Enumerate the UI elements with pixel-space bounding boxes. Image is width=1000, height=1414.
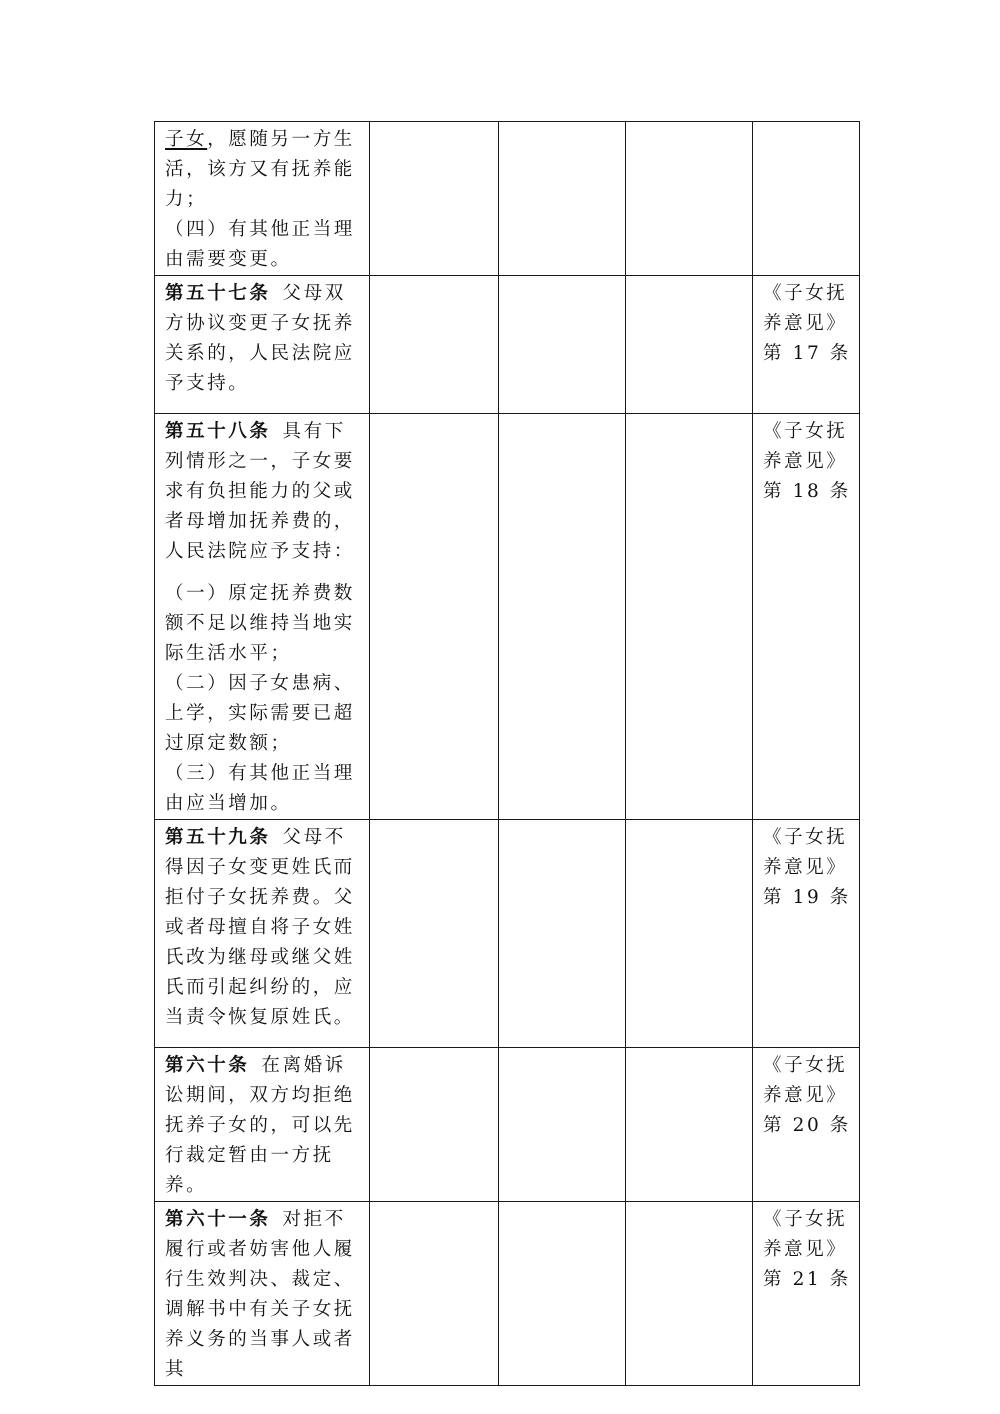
table-row [155, 1048, 860, 1202]
source-note-cell [753, 414, 860, 820]
empty-cell [370, 414, 499, 820]
empty-cell [499, 276, 626, 414]
empty-cell [626, 414, 753, 820]
empty-cell [626, 122, 753, 276]
provision-text [155, 414, 369, 819]
empty-cell [499, 1202, 626, 1386]
provision-text [155, 820, 369, 1033]
empty-cell [499, 820, 626, 1048]
source-note-cell [753, 276, 860, 414]
provision-text [155, 1202, 369, 1385]
comparison-table [154, 121, 860, 1386]
provision-body: 在离婚诉讼期间，双方均拒绝抚养子女的，可以先行裁定暂由一方抚养。 [165, 1055, 355, 1196]
provision-cell [155, 414, 370, 820]
provision-body: 父母双方协议变更子女抚养关系的，人民法院应予支持。 [165, 283, 355, 394]
provision-item: （四）有其他正当理由需要变更。 [165, 219, 355, 270]
article-number: 第五十八条 [165, 421, 271, 442]
provision-cell [155, 1048, 370, 1202]
provision-item: （一）原定抚养费数额不足以维持当地实际生活水平； [165, 583, 355, 664]
source-note-cell [753, 820, 860, 1048]
provision-body: 对拒不履行或者妨害他人履行生效判决、裁定、调解书中有关子女抚养义务的当事人或者其 [165, 1209, 355, 1380]
source-note-cell [753, 122, 860, 276]
empty-cell [499, 414, 626, 820]
empty-cell [370, 1202, 499, 1386]
provision-cell [155, 1202, 370, 1386]
article-number: 第五十九条 [165, 827, 271, 848]
source-note: 《子女抚养意见》第 18 条 [763, 421, 851, 502]
empty-cell [499, 1048, 626, 1202]
source-note: 《子女抚养意见》第 17 条 [763, 283, 851, 364]
provision-text [155, 276, 369, 399]
provision-body: 具有下列情形之一，子女要求有负担能力的父或者母增加抚养费的，人民法院应予支持： [165, 421, 355, 562]
source-note: 《子女抚养意见》第 21 条 [763, 1209, 851, 1290]
table-row [155, 1202, 860, 1386]
empty-cell [626, 276, 753, 414]
underlined-text: 子女 [165, 129, 208, 150]
table-row [155, 122, 860, 276]
table-row [155, 276, 860, 414]
provision-cell [155, 820, 370, 1048]
source-note: 《子女抚养意见》第 19 条 [763, 827, 851, 908]
provision-item: （三）有其他正当理由应当增加。 [165, 763, 355, 814]
provision-body: 父母不得因子女变更姓氏而拒付子女抚养费。父或者母擅自将子女姓氏改为继母或继父姓氏而引起纠纷的，应当责令恢复原姓氏。 [165, 827, 355, 1028]
provision-text [155, 122, 369, 275]
empty-cell [626, 820, 753, 1048]
empty-cell [370, 820, 499, 1048]
empty-cell [370, 1048, 499, 1202]
article-number: 第五十七条 [165, 283, 271, 304]
table-row [155, 414, 860, 820]
provision-text [155, 1048, 369, 1201]
source-note-cell [753, 1202, 860, 1386]
source-note-cell [753, 1048, 860, 1202]
empty-cell [626, 1202, 753, 1386]
empty-cell [499, 122, 626, 276]
provision-body: ，愿随另一方生活，该方又有抚养能力； [165, 129, 355, 210]
article-number: 第六十条 [165, 1055, 250, 1076]
table-row [155, 820, 860, 1048]
provision-cell [155, 122, 370, 276]
empty-cell [370, 276, 499, 414]
source-note: 《子女抚养意见》第 20 条 [763, 1055, 851, 1136]
empty-cell [626, 1048, 753, 1202]
article-number: 第六十一条 [165, 1209, 271, 1230]
empty-cell [370, 122, 499, 276]
provision-cell [155, 276, 370, 414]
provision-item: （二）因子女患病、上学，实际需要已超过原定数额； [165, 673, 355, 754]
